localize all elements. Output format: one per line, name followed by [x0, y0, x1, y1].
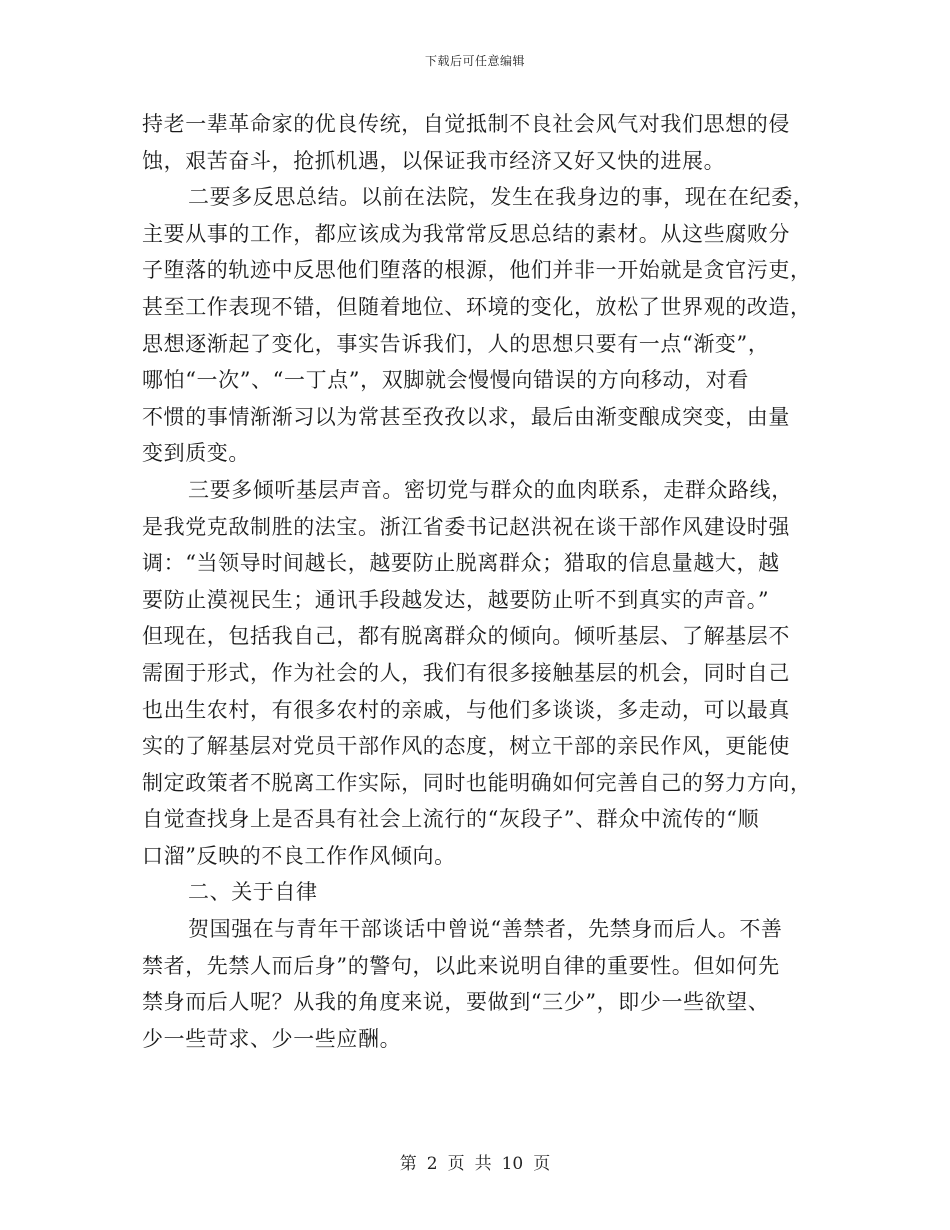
document-body	[142, 106, 815, 1057]
text-line: 是我党克敌制胜的法宝。浙江省委书记赵洪祝在谈干部作风建设时强	[142, 514, 790, 539]
text-line: 蚀，艰苦奋斗，抢抓机遇，以保证我市经济又好又快的进展。	[142, 148, 726, 173]
footer-page-word: 页	[447, 1154, 465, 1174]
footer-prefix: 第	[399, 1154, 417, 1174]
text-line: 不惯的事情渐渐习以为常甚至孜孜以求，最后由渐变酿成突变，由量	[142, 404, 790, 429]
paragraph-start-line: 三要多倾听基层声音。密切党与群众的血肉联系，走群众路线，	[188, 477, 793, 502]
footer-suffix: 页	[533, 1154, 551, 1174]
text-line: 也出生农村，有很多农村的亲戚，与他们多谈谈，多走动，可以最真	[142, 697, 790, 722]
text-line: 制定政策者不脱离工作实际，同时也能明确如何完善自己的努力方向，	[142, 770, 812, 795]
footer-total-word: 共	[474, 1154, 492, 1174]
text-line: 甚至工作表现不错，但随着地位、环境的变化，放松了世界观的改造，	[142, 294, 812, 319]
text-line: 调：“当领导时间越长，越要防止脱离群众；猎取的信息量越大，越	[142, 551, 780, 576]
paragraph-start-line: 二要多反思总结。以前在法院，发生在我身边的事，现在在纪委，	[188, 185, 815, 210]
paragraph-start-line: 贺国强在与青年干部谈话中曾说“善禁者，先禁身而后人。不善	[188, 917, 783, 942]
text-line: 变到质变。	[142, 441, 250, 466]
page-footer	[0, 1153, 950, 1175]
page-header: 下载后可任意编辑	[424, 54, 525, 68]
text-line: 持老一辈革命家的优良传统，自觉抵制不良社会风气对我们思想的侵	[142, 112, 790, 136]
text-line: 禁身而后人呢？从我的角度来说，要做到“三少”，即少一些欲望、	[142, 990, 770, 1015]
text-line: 哪怕“一次”、“一丁点”，双脚就会慢慢向错误的方向移动，对看	[142, 368, 749, 393]
page-number: 2	[426, 1154, 438, 1174]
total-pages: 10	[501, 1154, 524, 1174]
text-line: 主要从事的工作，都应该成为我常常反思总结的素材。从这些腐败分	[142, 221, 790, 246]
section-heading: 二、关于自律	[188, 880, 318, 905]
text-line: 子堕落的轨迹中反思他们堕落的根源，他们并非一开始就是贪官污吏，	[142, 258, 812, 283]
text-line: 但现在，包括我自己，都有脱离群众的倾向。倾听基层、了解基层不	[142, 624, 790, 649]
text-line: 少一些苛求、少一些应酬。	[142, 1026, 402, 1051]
text-line: 实的了解基层对党员干部作风的态度，树立干部的亲民作风，更能使	[142, 734, 790, 759]
text-line: 禁者，先禁人而后身”的警句，以此来说明自律的重要性。但如何先	[142, 953, 780, 978]
text-line: 需囿于形式，作为社会的人，我们有很多接触基层的机会，同时自己	[142, 660, 790, 685]
text-line: 思想逐渐起了变化，事实告诉我们，人的思想只要有一点“渐变”，	[142, 331, 770, 356]
text-line: 要防止漠视民生；通讯手段越发达，越要防止听不到真实的声音。”	[142, 587, 770, 612]
text-line: 自觉查找身上是否具有社会上流行的“灰段子”、群众中流传的“顺	[142, 807, 760, 832]
text-line: 口溜”反映的不良工作作风倾向。	[142, 843, 456, 868]
